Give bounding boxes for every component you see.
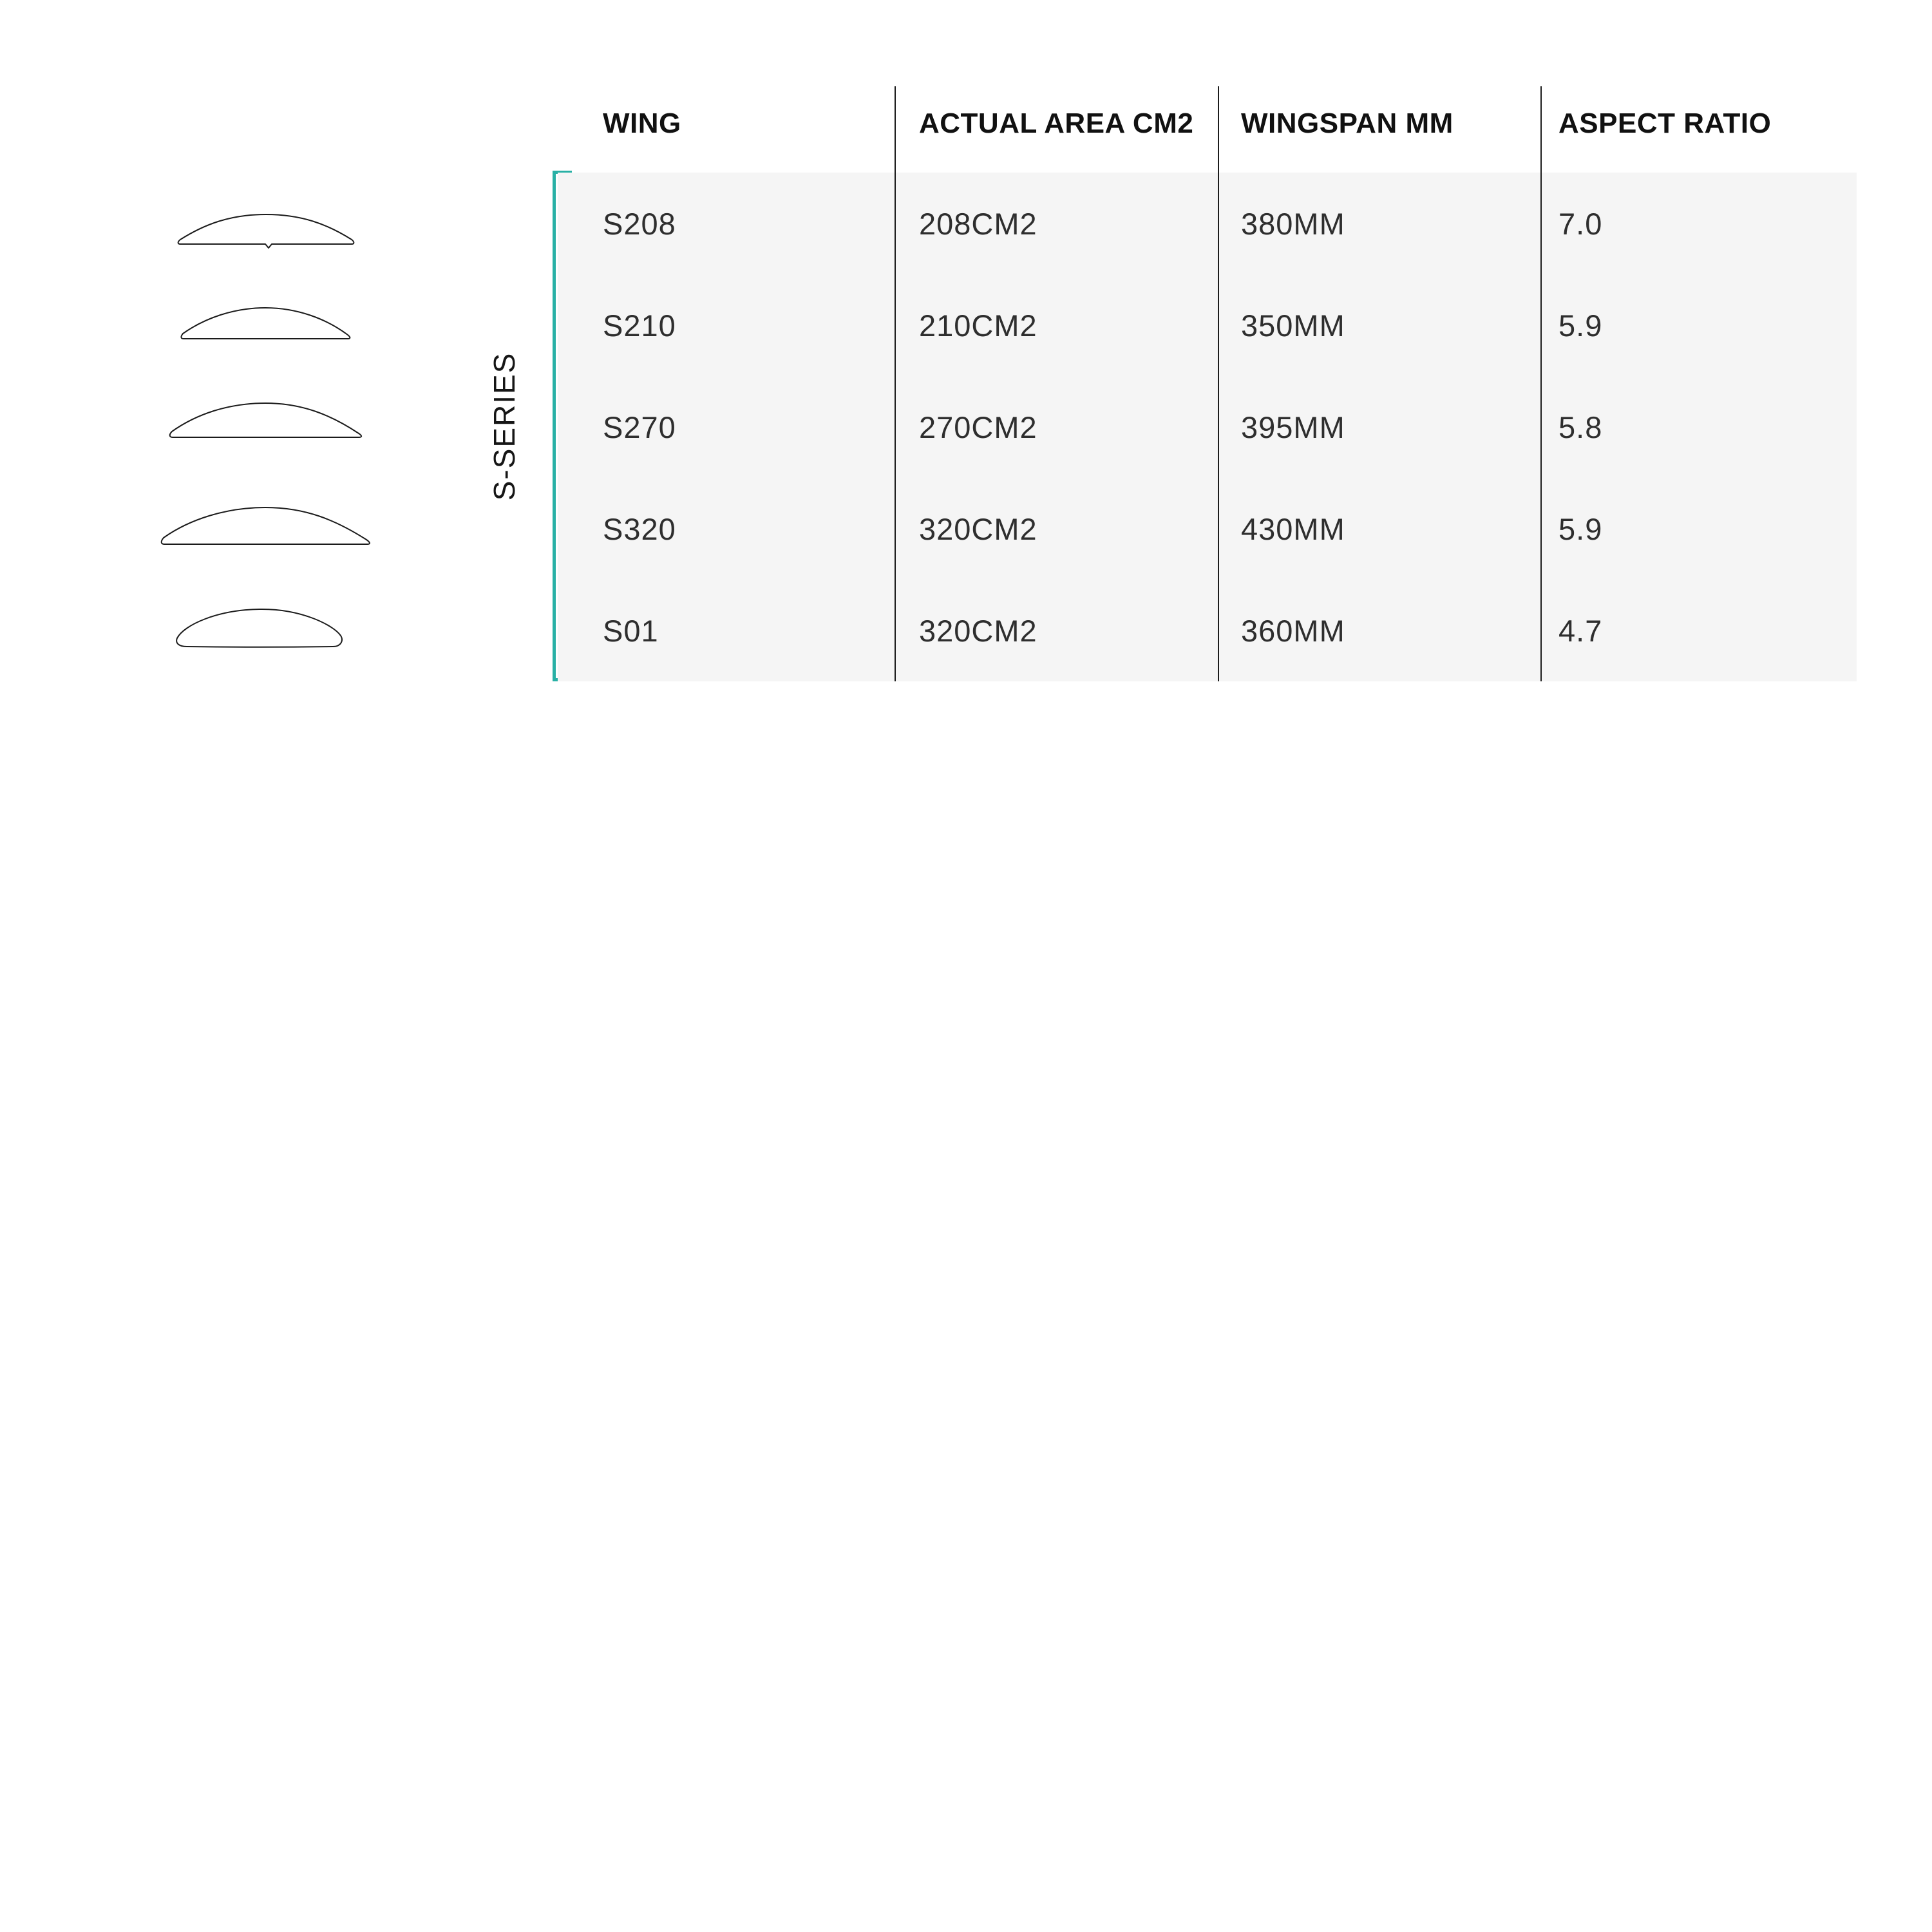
column-header-actual-area: ACTUAL AREA CM2 bbox=[919, 108, 1194, 139]
table-body-panel bbox=[558, 173, 1857, 681]
cell-wingspan: 395MM bbox=[1241, 410, 1345, 444]
column-separator bbox=[1218, 86, 1219, 681]
column-header-wingspan: WINGSPAN MM bbox=[1241, 108, 1454, 139]
cell-wing: S320 bbox=[603, 512, 676, 546]
cell-wingspan: 360MM bbox=[1241, 614, 1345, 648]
wing-s270-outline-icon bbox=[167, 397, 364, 442]
cell-wing: S208 bbox=[603, 207, 676, 241]
wing-s01-outline-icon bbox=[173, 603, 359, 652]
cell-area: 210CM2 bbox=[919, 308, 1037, 343]
cell-aspect-ratio: 5.8 bbox=[1558, 410, 1603, 444]
cell-wing: S270 bbox=[603, 410, 676, 444]
cell-wingspan: 430MM bbox=[1241, 512, 1345, 546]
cell-aspect-ratio: 5.9 bbox=[1558, 308, 1603, 343]
cell-wing: S210 bbox=[603, 308, 676, 343]
cell-aspect-ratio: 5.9 bbox=[1558, 512, 1603, 546]
cell-wingspan: 380MM bbox=[1241, 207, 1345, 241]
cell-wing: S01 bbox=[603, 614, 659, 648]
wing-s210-outline-icon bbox=[179, 303, 352, 343]
cell-aspect-ratio: 7.0 bbox=[1558, 207, 1603, 241]
column-header-aspect-ratio: ASPECT RATIO bbox=[1558, 108, 1772, 139]
cell-area: 320CM2 bbox=[919, 512, 1037, 546]
cell-area: 270CM2 bbox=[919, 410, 1037, 444]
series-label: S-SERIES bbox=[488, 352, 521, 501]
column-header-wing: WING bbox=[603, 108, 681, 139]
cell-area: 320CM2 bbox=[919, 614, 1037, 648]
column-separator bbox=[1540, 86, 1542, 681]
wing-s320-outline-icon bbox=[159, 501, 372, 549]
cell-aspect-ratio: 4.7 bbox=[1558, 614, 1603, 648]
column-separator bbox=[895, 86, 896, 681]
wing-s208-outline-icon bbox=[176, 209, 356, 249]
cell-wingspan: 350MM bbox=[1241, 308, 1345, 343]
cell-area: 208CM2 bbox=[919, 207, 1037, 241]
